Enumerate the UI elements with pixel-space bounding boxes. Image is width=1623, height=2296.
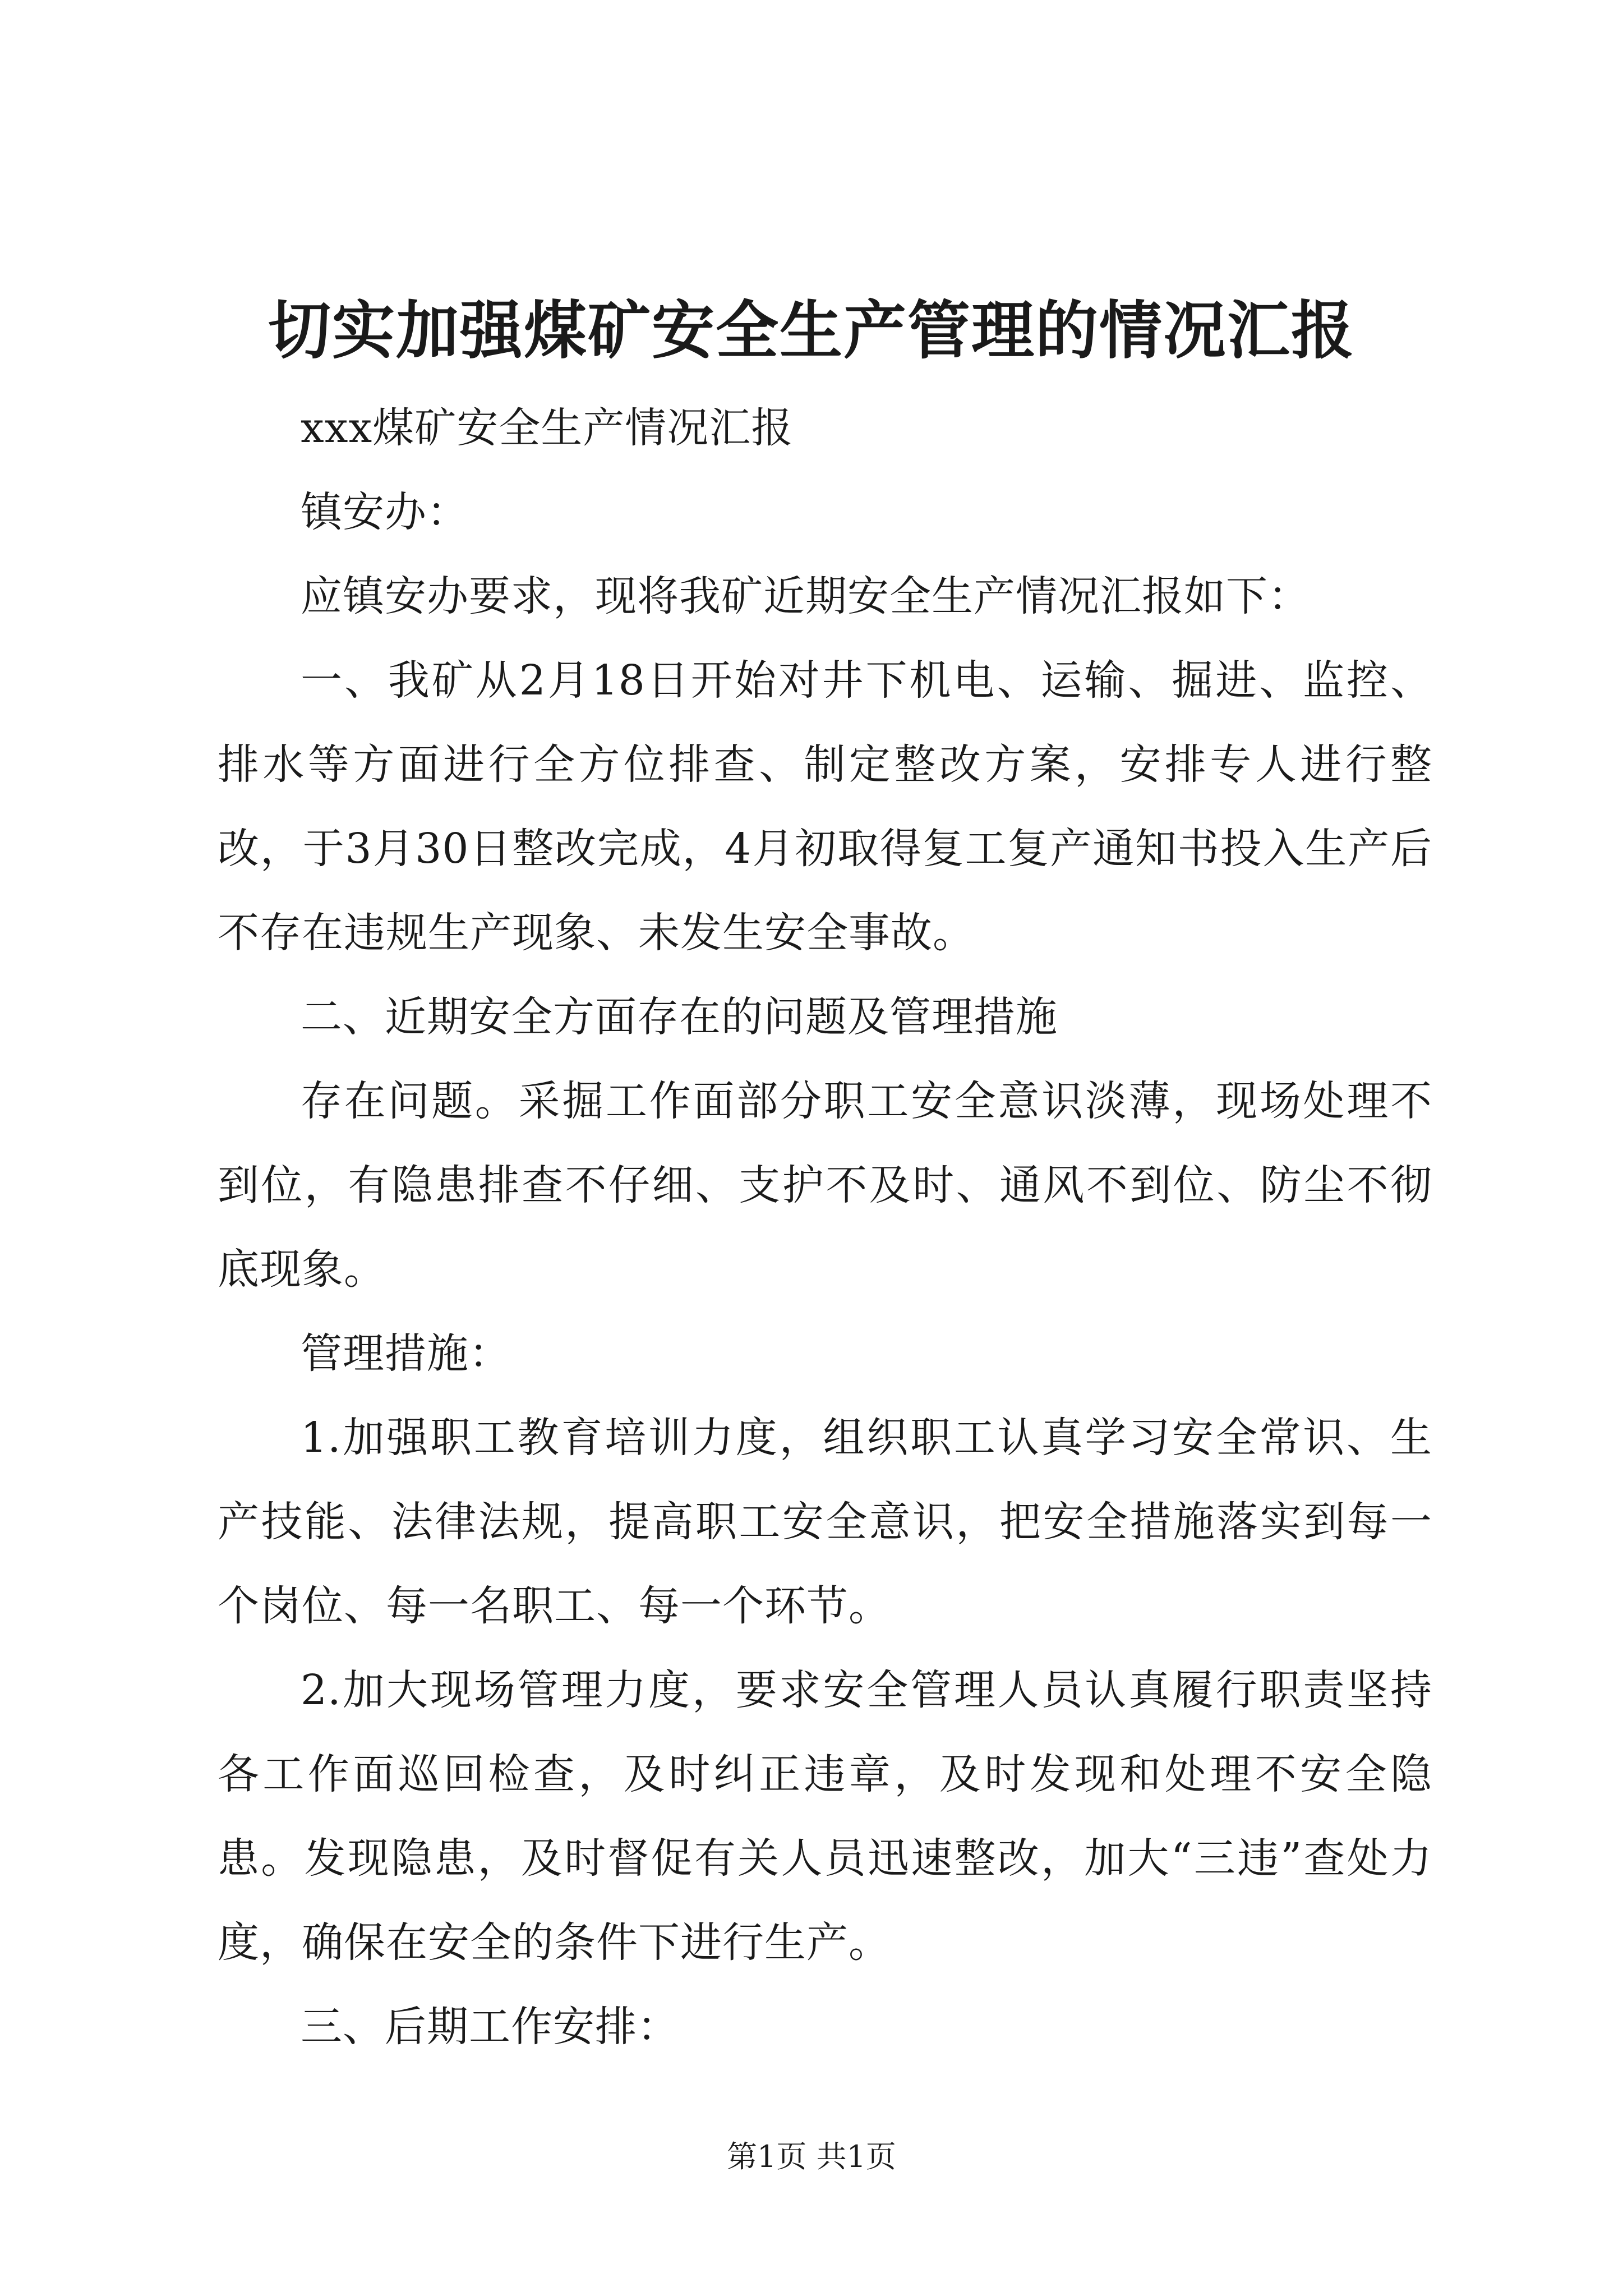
paragraph-section-1: 一、我矿从2月18日开始对井下机电、运输、掘进、监控、排水等方面进行全方位排查、制定整改方案，安排专人进行整改，于3月30日整改完成，4月初取得复工复产通知书投入生产后不存在违规生产现象、未发生安全事故。 <box>218 656 1432 957</box>
paragraph-recipient: 镇安办： <box>301 488 469 536</box>
page-footer: 第1页 共1页 <box>727 2139 896 2174</box>
paragraph-measure-1: 1.加强职工教育培训力度，组织职工认真学习安全常识、生产技能、法律法规，提高职工安全意识，把安全措施落实到每一个岗位、每一名职工、每一个环节。 <box>218 1414 1432 1630</box>
document-body <box>218 386 1432 2069</box>
paragraph-measure-2: 2.加大现场管理力度，要求安全管理人员认真履行职责坚持各工作面巡回检查，及时纠正违章，及时发现和处理不安全隐患。发现隐患，及时督促有关人员迅速整改，加大“三违”查处力度，确保在安全的条件下进行生产。 <box>218 1666 1432 1967</box>
paragraph-section-3-heading: 三、后期工作安排： <box>301 2003 679 2051</box>
paragraph-section-2-heading: 二、近期安全方面存在的问题及管理措施 <box>301 993 1058 1041</box>
document-title: 切实加强煤矿安全生产管理的情况汇报 <box>268 294 1355 367</box>
paragraph-measures-heading: 管理措施： <box>301 1329 511 1378</box>
paragraph-subtitle: xxx煤矿安全生产情况汇报 <box>301 404 794 452</box>
paragraph-problems: 存在问题。采掘工作面部分职工安全意识淡薄，现场处理不到位，有隐患排查不仔细、支护不及时、通风不到位、防尘不彻底现象。 <box>218 1077 1432 1294</box>
paragraph-intro: 应镇安办要求，现将我矿近期安全生产情况汇报如下： <box>301 572 1310 620</box>
